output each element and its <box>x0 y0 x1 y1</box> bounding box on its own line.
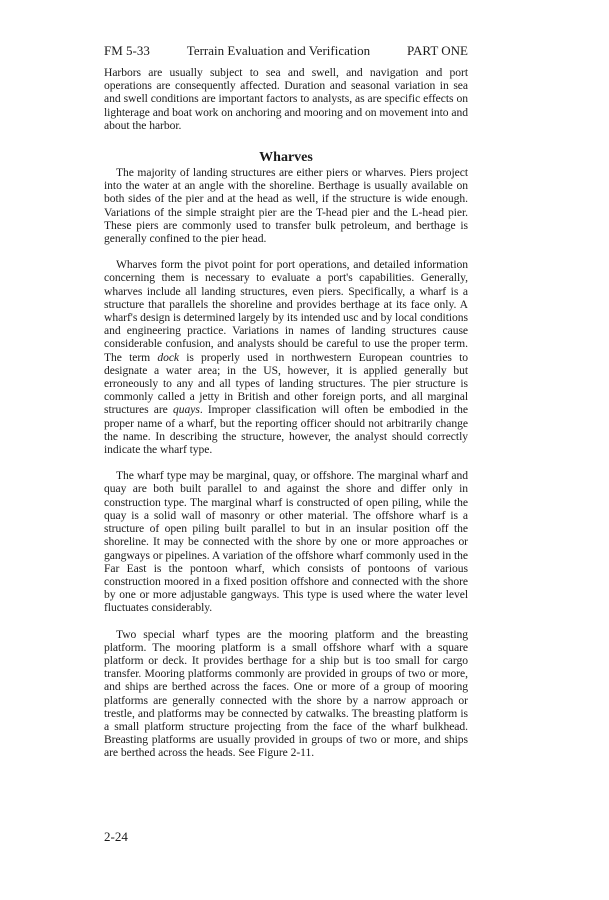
part-label: PART ONE <box>407 43 468 58</box>
document-page <box>104 42 468 760</box>
intro-paragraph: Harbors are usually subject to sea and swell, and navigation and port operations are consequently affected. Duration and seasonal variation in sea and swell conditions are important factors to analysts, as are specific effects on lighterage and boat work on anchoring and mooring and on movement into and about the harbor. <box>104 66 468 132</box>
page-number: 2-24 <box>104 829 128 844</box>
term-quays: quays <box>173 403 200 417</box>
paragraph-wharves-part3: . Improper classification will often be embodied in the proper name of a wharf, but the reporting officer should not arbitrarily change the name. In describing the structure, however, the analyst should correctly indicate the wharf type. <box>104 403 469 457</box>
running-title: Terrain Evaluation and Verification <box>186 43 371 58</box>
paragraph-special-wharf-types: Two special wharf types are the mooring platform and the breasting platform. The mooring platform is a small offshore wharf with a square platform or deck. It provides berthage for a ship but is too small for cargo transfer. Mooring platforms commonly are provided in groups of two or more, and ships are berthed across the faces. One or more of a group of mooring platforms are generally connected with the shore by a narrow approach or trestle, and platforms may be connected by catwalks. The breasting platform is a small platform structure projecting from the face of the wharf bulkhead. Breasting platforms are usually provided in groups of two or more, and ships are berthed across the heads. See Figure 2-11. <box>104 627 468 760</box>
term-dock: dock <box>157 350 180 364</box>
section-heading: Wharves <box>259 150 313 166</box>
running-header <box>104 42 468 60</box>
paragraph-wharves-part2: is properly used in northwestern European countries to designate a water area; in the US, however, it is applied generally but erroneously to any and all types of landing structures. The pier structure is commonly called a jetty in British and other foreign ports, and all marginal structures are <box>104 350 468 417</box>
paragraph-piers: The majority of landing structures are either piers or wharves. Piers project into the water at an angle with the shoreline. Berthage is usually available on both sides of the pier and at the head as well, if the structure is wide enough. Variations of the simple straight pier are the T-head pier and the L-head pier. These piers are commonly used to transfer bulk petroleum, and berthage is generally confined to the pier head. <box>104 166 468 246</box>
paragraph-wharves <box>104 258 468 456</box>
paragraph-wharf-types: The wharf type may be marginal, quay, or offshore. The marginal wharf and quay are both built parallel to and against the shore and differ only in construction type. The marginal wharf is constructed of open piling, while the quay is a solid wall of masonry or other material. The offshore wharf is a structure of open piling built parallel to but in an insular position off the shoreline. It may be connected with the shore by one or more approaches or gangways or pipelines. A variation of the offshore wharf commonly used in the Far East is the pontoon wharf, which consists of pontoons of various construction moored in a fixed position offshore and connected with the shore by one or more adjustable gangways. This type is used where the water level fluctuates considerably. <box>104 469 468 615</box>
paragraph-wharves-part1: Wharves form the pivot point for port operations, and detailed information concerning them is necessary to evaluate a port's capabilities. Generally, wharves include all landing structures, even piers. Specifically, a wharf is a structure that parallels the shoreline and provides berthage at its face only. A wharf's design is determined largely by its intended usc and by local conditions and engineering practice. Variations in names of landing structures cause considerable confusion, and analysts should be careful to use the proper term. The term <box>104 258 468 364</box>
manual-number: FM 5-33 <box>104 43 150 58</box>
